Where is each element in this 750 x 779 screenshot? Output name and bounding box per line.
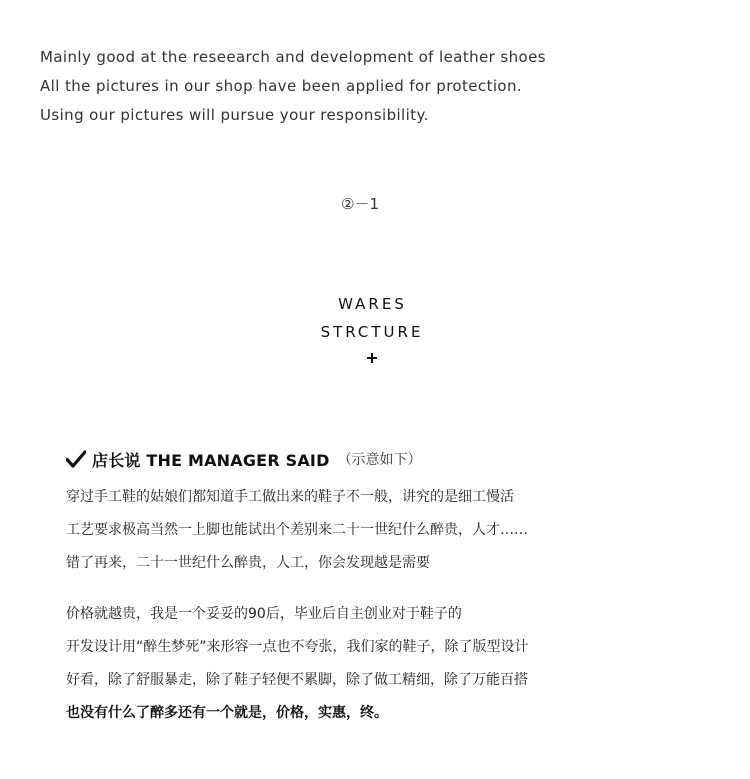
manager-header: [66, 447, 706, 471]
paragraph-line: 好看，除了舒服暴走，除了鞋子轻便不累脚，除了做工精细，除了万能百搭: [66, 672, 528, 688]
paragraph-line: 价格就越贵，我是一个妥妥的90后，毕业后自主创业对于鞋子的: [66, 606, 462, 622]
intro-line: All the pictures in our shop have been applied for protection.: [40, 77, 523, 95]
paragraph-line: 工艺要求极高当然一上脚也能试出个差别来二十一世纪什么醉贵，人才……: [66, 522, 528, 538]
paragraph-line: 穿过手工鞋的姑娘们都知道手工做出来的鞋子不一般，讲究的是细工慢活: [66, 489, 514, 505]
paragraph-line: 开发设计用“醉生梦死”来形容一点也不夸张，我们家的鞋子，除了版型设计: [66, 639, 529, 655]
checkmark-icon: [66, 450, 86, 468]
intro-text-block: [40, 43, 720, 130]
manager-paragraph: [66, 481, 706, 580]
paragraph-line: 错了再来，二十一世纪什么醉贵，人工，你会发现越是需要: [66, 555, 430, 571]
section-title-line: WARES: [338, 295, 407, 313]
section-title-line: STRCTURE: [320, 323, 424, 341]
intro-line: Using our pictures will pursue your responsibility.: [40, 106, 429, 124]
page-indicator-text: ②－1: [341, 195, 379, 213]
manager-paragraph: [66, 598, 706, 730]
manager-note: （示意如下）: [337, 452, 422, 468]
plus-icon: [366, 352, 378, 364]
manager-heading: 店长说 THE MANAGER SAID: [92, 450, 330, 470]
manager-said-section: [66, 447, 706, 730]
section-title: [0, 290, 750, 364]
closing-line: 也没有什么了醉多还有一个就是，价格，实惠，终。: [66, 705, 388, 721]
intro-line: Mainly good at the reseearch and development of leather shoes: [40, 48, 546, 66]
page-indicator: [0, 193, 750, 214]
